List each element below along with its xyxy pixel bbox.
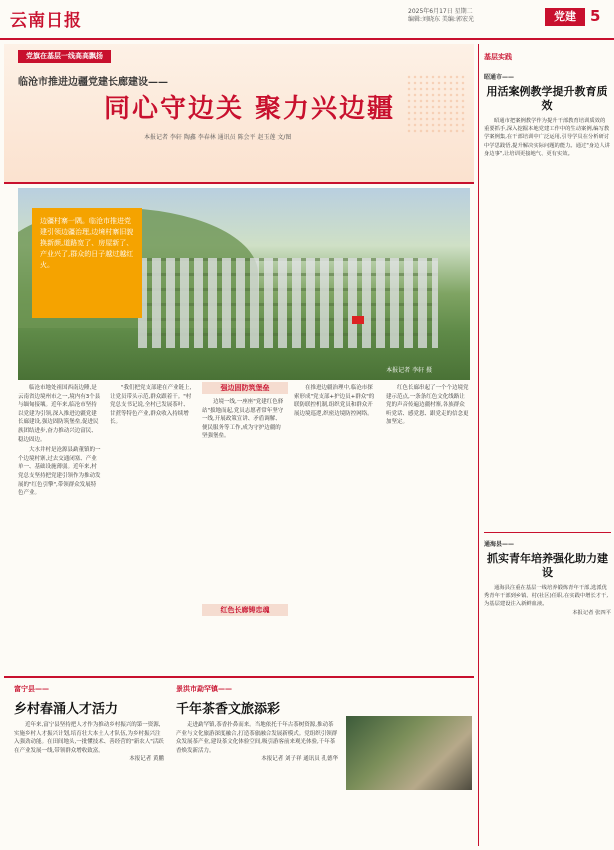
decorative-dots: [406, 74, 466, 134]
story-fuining: [14, 684, 164, 844]
subhead-2: 红色长廊铸忠魂: [202, 604, 288, 616]
right-column: [478, 44, 610, 846]
story-kicker: 富宁县——: [14, 685, 49, 693]
right-story-title: 抓实青年培养强化助力建设: [487, 552, 608, 579]
right-story-kicker: 通海县——: [484, 541, 515, 548]
right-story-byline: 本报记者 张四平: [572, 609, 611, 616]
right-story-title: 用活案例教学提升教育质效: [486, 85, 608, 112]
right-story-paragraph: 昭通市把案例教学作为提升干部教育培训质效的重要抓手,深入挖掘本地党建工作中的生动案例,编写教学案例集,在干部培训中广泛运用,引导学员在分析研讨中学思践悟,提升解决实际问题的能力。通过"身边人讲身边事",让培训更接地气、更有实效。: [484, 118, 610, 157]
story-title: 千年茶香文旅添彩: [176, 702, 281, 717]
story-byline: 本报记者 黄鹏: [129, 756, 164, 763]
story-byline: 本报记者 刘子祥 通讯员 孔德华: [261, 756, 338, 763]
article-paragraph: "我们把党支部建在产业链上,让党员带头示范,群众跟着干。"村党总支书记说,全村已发展茶叶、甘蔗等特色产业,群众收入持续增长。: [110, 385, 192, 426]
headline-kicker: 临沧市推进边疆党建长廊建设——: [18, 77, 168, 88]
story-text: 走进勐罕镇,茶香扑鼻而来。当地依托千年古茶树资源,推动茶产业与文化旅游深度融合,打造茶旅融合发展新模式。党组织引领群众发展茶产业,建设茶文化体验空间,吸引游客前来观光体验,千年茶香焕发新活力。: [176, 722, 338, 754]
article-column-5: [386, 384, 469, 670]
story-title: 乡村春涌人才活力: [14, 702, 119, 717]
article-paragraph: 在推进边疆治理中,临沧市探索形成"党支部+护边员+群众"的联防联控机制,组织党员和群众开展边境巡逻,织密边境防控网络。: [294, 385, 375, 417]
right-story-paragraph: 通海县注重在基层一线培养锻炼青年干部,选派优秀青年干部到乡镇、村(社区)任职,在实践中增长才干,为基层建设注入新鲜血液。: [484, 585, 609, 608]
headline-banner: [4, 44, 474, 184]
photo-credit: 本报记者 李轩 摄: [386, 367, 432, 374]
date-line: [408, 8, 538, 24]
story-kicker: 景洪市勐罕镇——: [176, 685, 232, 693]
subhead-1: 强边固防筑堡垒: [202, 382, 288, 394]
right-story-kicker: 昭通市——: [484, 74, 515, 81]
right-story-text: [484, 117, 610, 158]
story-text: 近年来,富宁县坚持把人才作为推动乡村振兴的第一资源,实施乡村人才振兴计划,培育壮大本土人才队伍,为乡村振兴注入强劲动能。在田间地头,一批懂技术、善经营的"新农人"活跃在产业发展一线,带领群众增收致富。: [14, 722, 164, 754]
tea-photo: [346, 716, 472, 790]
editor-line: 编辑:刘晓东 美编:郭宏光: [408, 16, 474, 23]
masthead: [0, 0, 614, 40]
article-column-3: [202, 398, 285, 598]
article-paragraph: 边境一线,一座座"党建红色驿站"拔地而起,党员志愿者常年坚守一线,开展政策宣讲、矛盾调解、便民服务等工作,成为守护边疆的坚强堡垒。: [202, 399, 284, 440]
main-headline: 同心守边关 聚力兴边疆: [104, 94, 396, 124]
photo-village-roofs: [138, 258, 438, 348]
issue-date: 2025年6月17日 星期二: [408, 8, 473, 15]
article-paragraph: 临沧市地处祖国西南边陲,是云南省边境州市之一,境内有3个县与缅甸接壤。近年来,临沧市坚持以党建为引领,深入推进边疆党建长廊建设,强边固防筑堡垒,促进民族团结进步,奋力推动兴边富民、稳边固边。: [18, 385, 101, 443]
story-jinghong: [176, 684, 338, 844]
article-paragraph: 大水井村是沧源县勐董镇的一个边境村寨,过去交通闭塞、产业单一、基础设施薄弱。近年来,村党总支坚持把党建引领作为推动发展的"红色引擎",带领群众发展特色产业。: [18, 447, 101, 497]
section-tag: 党建: [545, 8, 585, 26]
photo-caption: 边疆村寨一隅。临沧市推进党建引领边疆治理,边境村寨旧貌换新颜,道路宽了、房屋新了、产业兴了,群众的日子越过越红火。: [32, 208, 142, 318]
newspaper-logo: 云南日报: [10, 11, 82, 31]
article-paragraph: 红色长廊串起了一个个边境党建示范点,一条条红色文化线路让党的声音传遍边疆村寨,各族群众听党话、感党恩、跟党走的信念更加坚定。: [386, 385, 469, 426]
right-story-text: [484, 584, 611, 617]
village-photo: [18, 188, 470, 380]
article-body: [18, 384, 470, 670]
flag-icon: [352, 316, 364, 324]
column-tag: 党旗在基层一线高高飘扬: [18, 50, 111, 63]
right-story-2: [484, 532, 611, 617]
article-column-4: [294, 384, 377, 670]
lower-stories: [4, 676, 474, 846]
right-column-header: 基层实践: [484, 53, 512, 61]
article-column-2: [110, 384, 193, 670]
article-column-1: [18, 384, 101, 670]
page-number: 5: [590, 7, 601, 25]
headline-byline: 本报记者 李轩 陶鑫 李春林 通讯员 陈会平 赵玉莲 文/图: [144, 134, 292, 141]
